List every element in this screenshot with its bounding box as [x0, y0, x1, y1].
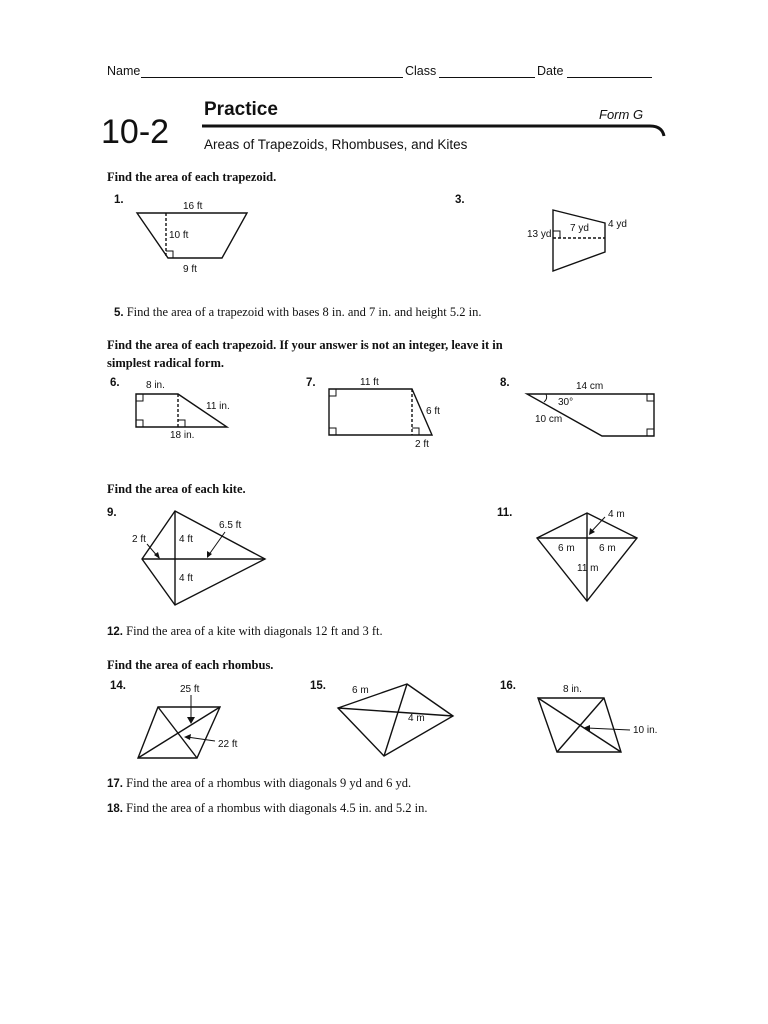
problem-12-text: Find the area of a kite with diagonals 12 ft and 3 ft. — [126, 624, 383, 638]
p11-left-label: 6 m — [558, 543, 575, 554]
p8-slant-label: 10 cm — [535, 414, 563, 425]
problem-18 — [107, 801, 427, 816]
problem-3-number: 3. — [455, 194, 465, 206]
p3-right-label: 4 yd — [608, 219, 627, 230]
problem-1-number: 1. — [114, 194, 124, 206]
problem-18-text: Find the area of a rhombus with diagonals 4.5 in. and 5.2 in. — [126, 801, 428, 815]
problem-16-rhombus — [530, 680, 670, 760]
p1-height-label: 10 ft — [169, 230, 189, 241]
p7-slant-label: 6 ft — [426, 406, 440, 417]
p9-lower-label: 4 ft — [179, 573, 193, 584]
problem-14-number: 14. — [110, 680, 126, 692]
problem-1-trapezoid — [130, 195, 260, 280]
problem-11-number: 11. — [497, 507, 513, 519]
p9-upper-label: 4 ft — [179, 534, 193, 545]
p9-slant-label: 6.5 ft — [219, 520, 242, 531]
section-4-instruction: Find the area of each rhombus. — [107, 658, 274, 672]
problem-15-number: 15. — [310, 680, 326, 692]
p6-bottom-label: 18 in. — [170, 430, 195, 441]
problem-15-rhombus — [335, 680, 465, 760]
problem-5-number: 5. — [114, 307, 124, 319]
p7-top-label: 11 ft — [360, 377, 379, 388]
problem-6-number: 6. — [110, 377, 120, 389]
section-2-instruction-line1: Find the area of each trapezoid. If your answer is not an integer, leave it in — [107, 338, 503, 352]
problem-17-number: 17. — [107, 778, 123, 790]
problem-17 — [107, 776, 411, 791]
p3-left-label: 13 yd — [527, 229, 552, 240]
problem-3-trapezoid — [520, 205, 640, 280]
p8-angle-label: 30° — [558, 397, 574, 408]
section-3-instruction: Find the area of each kite. — [107, 482, 246, 496]
p14-top-label: 25 ft — [180, 684, 200, 695]
problem-12 — [107, 624, 383, 639]
problem-7-number: 7. — [306, 377, 316, 389]
p3-height-label: 7 yd — [570, 223, 589, 234]
problem-6-trapezoid — [126, 374, 241, 444]
problem-14-rhombus — [135, 680, 265, 765]
problem-5 — [114, 305, 482, 320]
section-2-instruction-line2: simplest radical form. — [107, 356, 224, 370]
class-field-line[interactable] — [439, 77, 535, 78]
page-title: Practice — [204, 99, 278, 120]
problem-16-number: 16. — [500, 680, 516, 692]
p16-side-label: 8 in. — [563, 684, 582, 695]
p9-left-label: 2 ft — [132, 534, 146, 545]
page-subtitle: Areas of Trapezoids, Rhombuses, and Kites — [204, 137, 468, 152]
p16-diag-label: 10 in. — [633, 725, 658, 736]
p6-top-label: 8 in. — [146, 380, 165, 391]
p15-half-label: 4 m — [408, 713, 425, 724]
date-field-line[interactable] — [567, 77, 652, 78]
problem-9-number: 9. — [107, 507, 117, 519]
p1-top-label: 16 ft — [183, 201, 203, 212]
p11-lower-label: 11 m — [577, 563, 599, 574]
problem-12-number: 12. — [107, 626, 123, 638]
name-field-line[interactable] — [141, 77, 403, 78]
p15-side-label: 6 m — [352, 685, 369, 696]
p11-right-label: 6 m — [599, 543, 616, 554]
p6-slant-label: 11 in. — [206, 401, 230, 412]
p8-top-label: 14 cm — [576, 381, 604, 392]
problem-11-kite — [525, 505, 665, 605]
date-label: Date — [537, 64, 564, 78]
problem-5-text: Find the area of a trapezoid with bases 8 in. and 7 in. and height 5.2 in. — [126, 305, 482, 319]
problem-17-text: Find the area of a rhombus with diagonals 9 yd and 6 yd. — [126, 776, 412, 790]
problem-18-number: 18. — [107, 803, 123, 815]
p7-bottom-label: 2 ft — [415, 439, 429, 450]
lesson-number: 10-2 — [101, 113, 170, 151]
p14-diag-label: 22 ft — [218, 739, 238, 750]
p11-top-label: 4 m — [608, 509, 625, 520]
class-label: Class — [405, 64, 437, 78]
problem-7-trapezoid — [320, 372, 445, 452]
section-1-instruction: Find the area of each trapezoid. — [107, 170, 277, 184]
p1-bottom-label: 9 ft — [183, 264, 197, 275]
problem-8-trapezoid — [520, 374, 660, 444]
form-label: Form G — [599, 107, 644, 122]
name-label: Name — [107, 64, 141, 78]
problem-9-kite — [125, 508, 275, 613]
problem-8-number: 8. — [500, 377, 510, 389]
